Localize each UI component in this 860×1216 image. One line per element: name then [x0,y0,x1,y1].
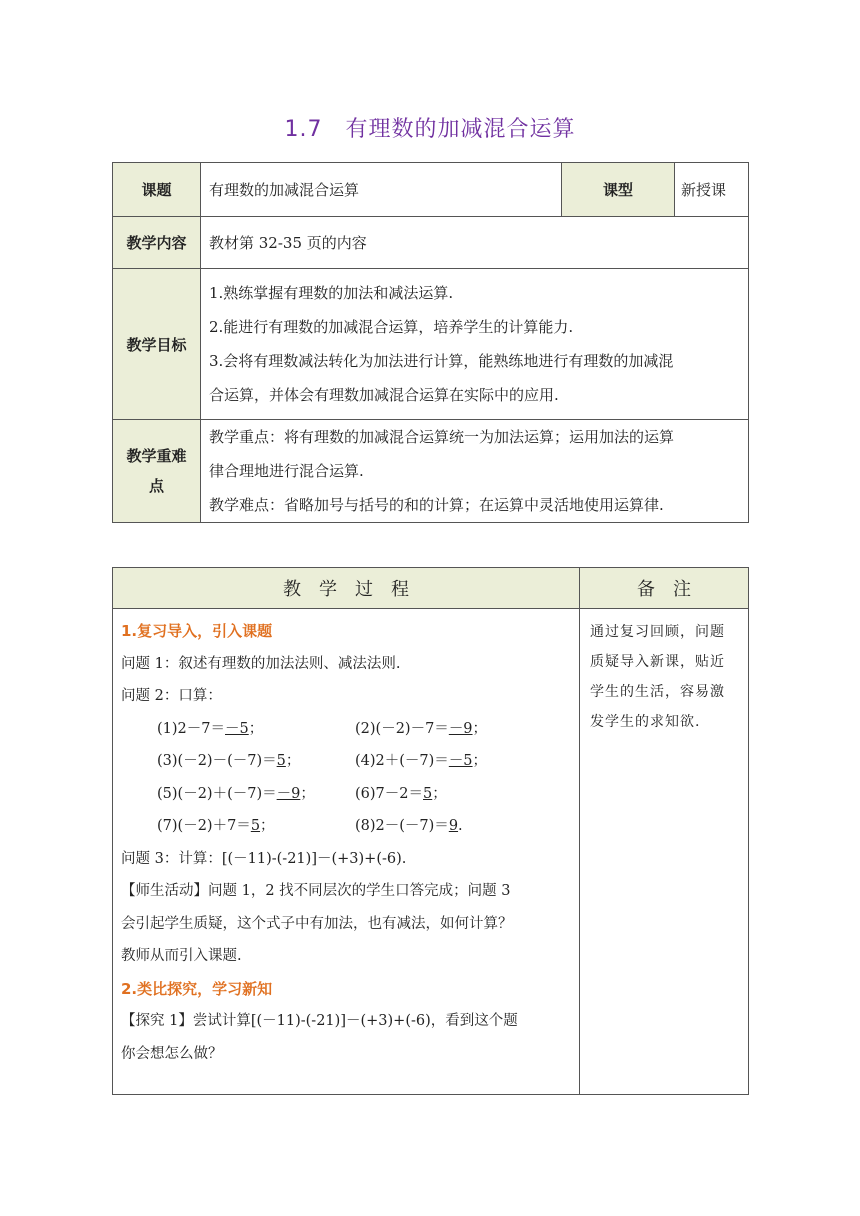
goal-line: 3.会将有理数减法转化为加法进行计算，能熟练地进行有理数的加减混 [209,352,674,370]
section-heading: 1.复习导入，引入课题 [121,622,273,640]
calc-answer: －9 [276,785,301,802]
calc-end: ； [260,818,275,834]
lesson-info-table [112,162,749,523]
content-row [113,217,749,269]
topic-value: 有理数的加减混合运算 [201,163,562,217]
calc-item [355,745,553,778]
calc-end: ； [300,785,315,802]
oral-calculation-grid [121,713,573,843]
calc-end: ； [472,753,488,769]
type-value: 新授课 [675,163,749,217]
calc-item [355,778,553,811]
calc-expression: (7)(－2)＋7＝ [157,818,251,834]
content-label: 教学内容 [113,217,201,269]
process-content [113,609,580,1095]
keypoints-label [113,420,201,523]
calc-expression: (5)(－2)＋(－7)＝ [157,785,277,802]
keypoints-cell [201,420,749,523]
calc-expression: (1)2－7＝ [157,720,225,737]
process-body-row [113,609,749,1095]
teaching-process-table [112,567,749,1095]
calc-item [355,810,553,843]
calc-answer: －5 [448,753,473,769]
calc-end: ； [248,720,264,737]
keypoints-label-line: 教学重难 [126,447,187,465]
notes-content [580,609,749,1095]
calc-row [121,778,573,811]
explore-line: 【探究 1】尝试计算[(－11)-(-21)]－(+3)+(-6)，看到这个题 [121,1013,518,1029]
keypoint-line: 律合理地进行混合运算. [209,462,364,480]
calc-item [157,713,355,746]
question-2: 问题 2：口算： [121,688,222,704]
calc-expression: (2)(－2)－7＝ [355,720,449,737]
calc-expression: (4)2＋(－7)＝ [355,753,449,769]
goals-cell [201,269,749,420]
topic-row [113,163,749,217]
question-1: 问题 1：叙述有理数的加法法则、减法法则. [121,655,401,672]
calc-end: ； [432,785,447,802]
note-line: 质疑导入新课，贴近 [590,654,725,670]
question-3: 问题 3：计算：[(－11)-(-21)]－(+3)+(-6). [121,850,407,867]
calc-answer: －9 [448,720,473,737]
calc-row [121,713,573,746]
activity-line: 【师生活动】问题 1，2 找不同层次的学生口答完成；问题 3 [121,883,511,899]
keypoint-line: 教学重点：将有理数的加减混合运算统一为加法运算；运用加法的运算 [209,428,675,446]
calc-end: ； [472,720,488,737]
calc-end: ； [285,753,301,769]
calc-item [157,745,355,778]
calc-row [121,745,573,778]
type-label: 课型 [562,163,675,217]
calc-row [121,810,573,843]
calc-expression: (3)(－2)－(－7)＝ [157,753,277,769]
content-value: 教材第 32-35 页的内容 [201,217,749,269]
goal-line: 1.熟练掌握有理数的加法和减法运算. [209,284,454,302]
calc-answer: 5 [250,818,261,834]
calc-answer: 5 [423,785,433,802]
process-header-row [113,568,749,609]
activity-line: 教师从而引入课题. [121,948,242,964]
calc-expression: (6)7－2＝ [355,785,423,802]
page-title: 1.7 有理数的加减混合运算 [284,117,576,142]
section-heading: 2.类比探究，学习新知 [121,979,273,998]
calc-item [157,778,355,811]
calc-item [355,713,553,746]
calc-item [157,810,355,843]
keypoints-row [113,420,749,523]
goal-line: 2.能进行有理数的加减混合运算，培养学生的计算能力. [209,318,574,336]
calc-answer: 9 [448,818,459,834]
goals-row [113,269,749,420]
calc-answer: －5 [225,720,249,737]
note-line: 通过复习回顾，问题 [590,624,725,640]
keypoint-line: 教学难点：省略加号与括号的和的计算；在运算中灵活地使用运算律. [209,496,664,514]
goal-line: 合运算，并体会有理数加减混合运算在实际中的应用. [209,386,559,404]
process-header: 教 学 过 程 [113,568,580,609]
goals-label: 教学目标 [113,269,201,420]
notes-header: 备 注 [580,568,749,609]
activity-line: 会引起学生质疑，这个式子中有加法，也有减法，如何计算？ [121,915,513,932]
calc-expression: (8)2－(－7)＝ [355,818,449,834]
keypoints-label-line: 点 [148,477,164,495]
topic-label: 课题 [113,163,201,217]
calc-answer: 5 [276,753,286,769]
note-line: 学生的生活，容易激 [590,684,725,700]
note-line: 发学生的求知欲. [590,714,701,730]
explore-line: 你会想怎么做？ [121,1045,223,1062]
calc-end: . [458,818,463,834]
